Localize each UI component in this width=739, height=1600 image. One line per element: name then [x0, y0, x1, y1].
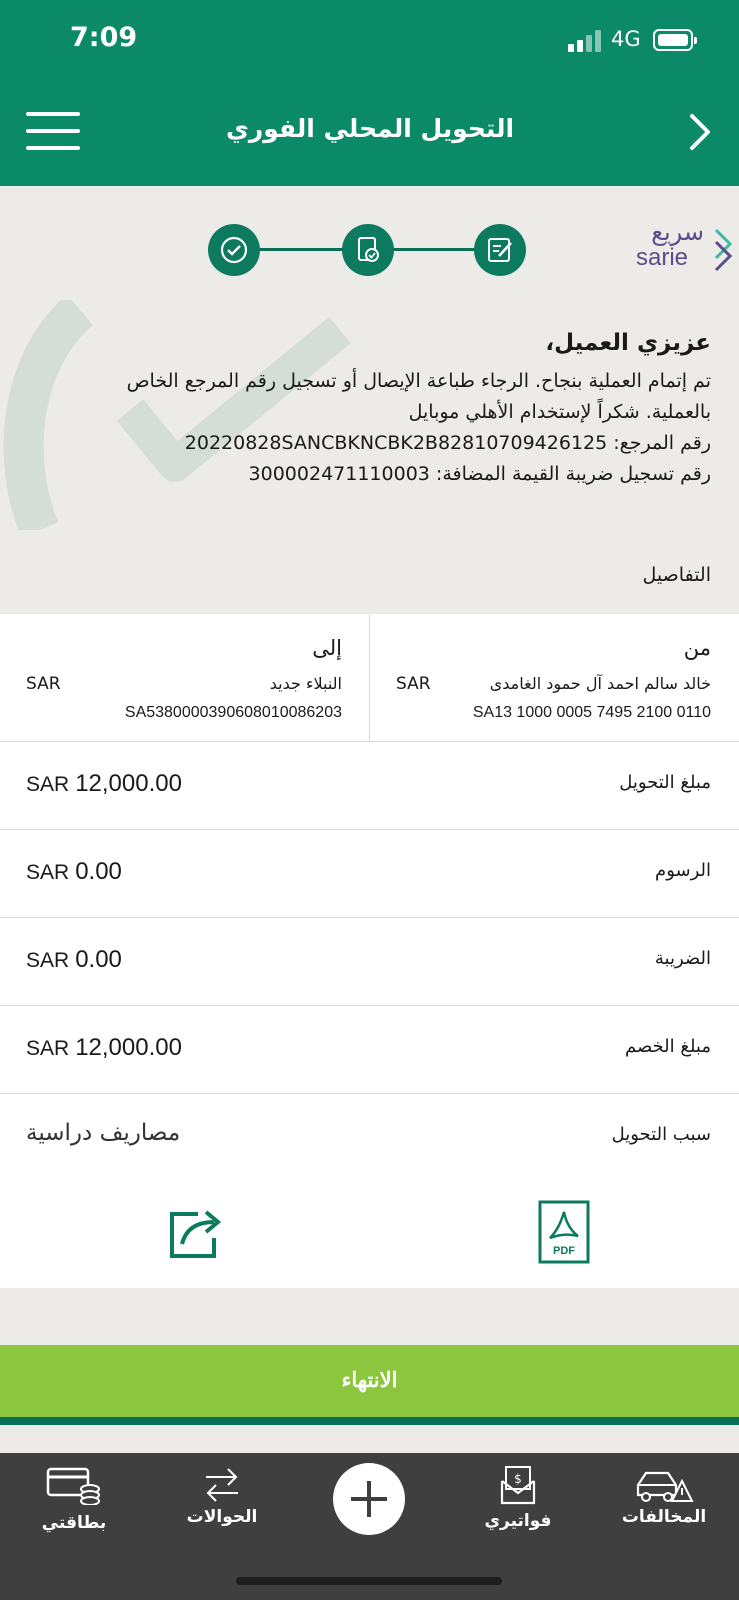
tax-value: SAR 0.00 [26, 946, 122, 973]
cards-icon [46, 1465, 102, 1505]
from-title: من [683, 636, 711, 660]
car-warning-icon [634, 1465, 694, 1505]
tab-my-cards[interactable] [4, 1453, 144, 1573]
pdf-icon[interactable] [538, 1200, 590, 1264]
step-edit-icon [474, 224, 526, 276]
pdf-label: PDF [553, 1245, 575, 1257]
from-iban: SA13 1000 0005 7495 2100 0110 [472, 704, 711, 721]
message-line: تم إتمام العملية بنجاح. الرجاء طباعة الإيصال أو تسجيل رقم المرجع الخاص [126, 370, 711, 392]
tab-label: بطاقتي [41, 1513, 107, 1533]
signal-icon [568, 30, 604, 52]
add-button[interactable] [333, 1463, 405, 1535]
status-time: 7:09 [70, 22, 138, 53]
finish-button[interactable]: الانتهاء [0, 1345, 739, 1417]
message-line: بالعملية. شكراً لإستخدام الأهلي موبايل [408, 401, 711, 423]
detail-row [0, 918, 739, 1006]
to-currency: SAR [26, 674, 61, 694]
sarie-mark-icon [712, 228, 734, 272]
svg-text:$: $ [514, 1472, 522, 1486]
step-complete-icon [208, 224, 260, 276]
tax-label: الضريبة [654, 948, 711, 969]
to-account [0, 614, 370, 742]
menu-icon[interactable] [26, 112, 80, 152]
debit-amount-label: مبلغ الخصم [624, 1036, 711, 1057]
sarie-logo-english: sarie [636, 244, 689, 271]
detail-row [0, 1094, 739, 1182]
home-indicator [236, 1577, 502, 1585]
detail-row [0, 830, 739, 918]
to-name: النبلاء جديد [269, 674, 342, 693]
transfer-amount-value: SAR 12,000.00 [26, 770, 182, 797]
from-currency: SAR [396, 674, 431, 694]
from-account [369, 614, 739, 742]
app-header [0, 0, 739, 186]
transfer-amount-label: مبلغ التحويل [619, 772, 711, 793]
success-message [21, 330, 711, 490]
page-title: التحويل المحلي الفوري [225, 114, 515, 143]
sarie-logo-arabic: سريع [651, 218, 704, 246]
tab-violations[interactable] [594, 1453, 734, 1573]
step-review-icon [342, 224, 394, 276]
detail-row [0, 742, 739, 830]
receipt-actions [0, 1180, 739, 1288]
progress-steps [208, 224, 528, 276]
tab-transfers[interactable] [152, 1453, 292, 1573]
greeting: عزيزي العميل، [545, 330, 711, 356]
share-icon[interactable] [168, 1204, 226, 1260]
to-iban: SA5380000390608010086203 [124, 704, 342, 721]
fees-label: الرسوم [655, 860, 711, 881]
reason-value: مصاريف دراسية [26, 1120, 181, 1146]
from-to-panel [0, 614, 739, 742]
network-type: 4G [611, 27, 641, 51]
transfer-arrows-icon [202, 1465, 242, 1505]
detail-row [0, 1006, 739, 1094]
debit-amount-value: SAR 12,000.00 [26, 1034, 182, 1061]
fees-value: SAR 0.00 [26, 858, 122, 885]
vat-number: رقم تسجيل ضريبة القيمة المضافة: 300002471110003 [248, 463, 711, 485]
tab-label: المخالفات [621, 1507, 707, 1527]
to-title: إلى [312, 636, 342, 660]
tab-label: فواتيري [484, 1511, 552, 1531]
from-name: خالد سالم احمد آل حمود الغامدى [489, 674, 711, 693]
sarie-logo [630, 218, 734, 274]
tab-label: الحوالات [186, 1507, 258, 1527]
bottom-tab-bar [0, 1453, 739, 1600]
back-chevron-icon[interactable] [682, 112, 722, 152]
battery-icon [653, 29, 693, 51]
finish-underline [0, 1417, 739, 1425]
details-label: التفاصيل [642, 564, 711, 586]
tab-bills[interactable] [448, 1453, 588, 1573]
reason-label: سبب التحويل [611, 1124, 711, 1145]
bills-icon [498, 1465, 538, 1505]
reference-number: رقم المرجع: 20220828SANCBKNCBK2B82810709426125 [184, 432, 711, 454]
